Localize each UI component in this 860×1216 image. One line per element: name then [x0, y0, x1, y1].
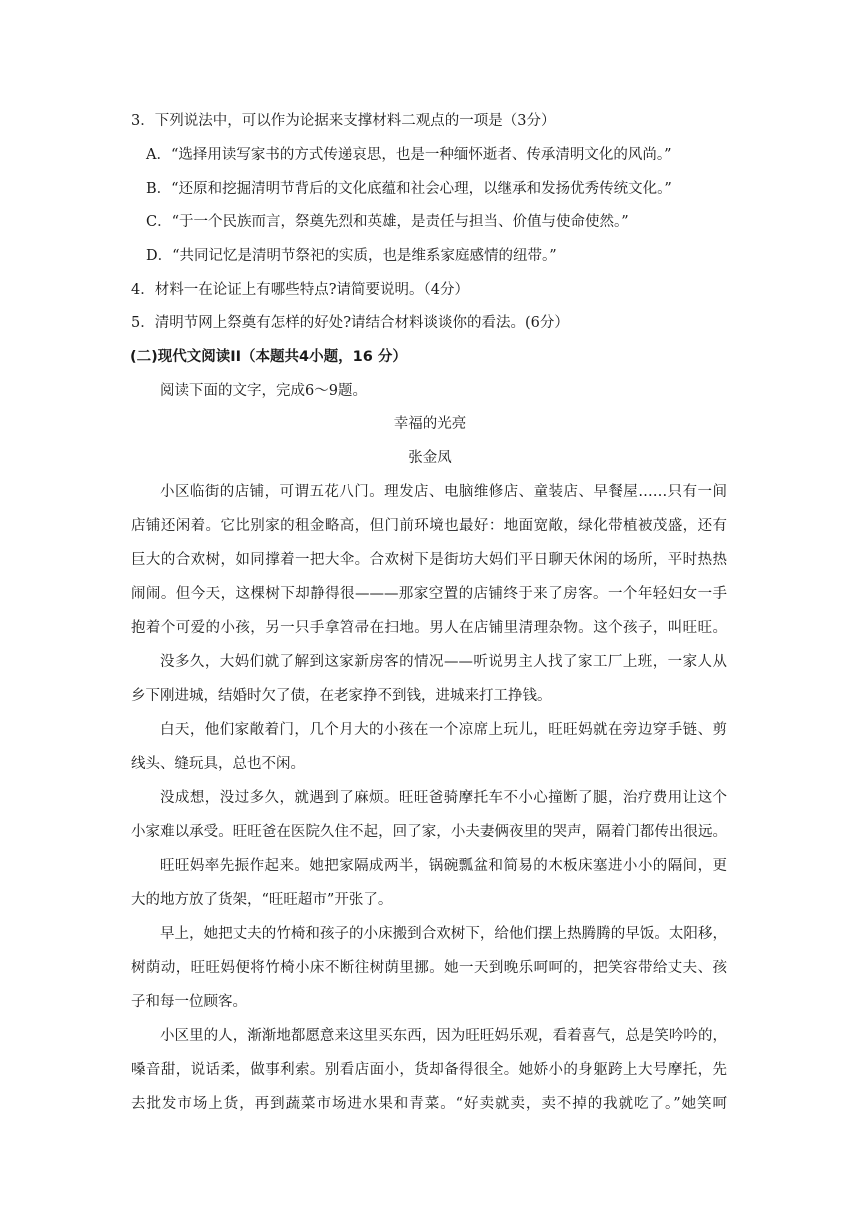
article-line: 小区里的人，渐渐地都愿意来这里买东西，因为旺旺妈乐观，看着喜气，总是笑吟吟的， [160, 1028, 727, 1044]
article-line: 小家难以承受。旺旺爸在医院久住不起，回了家，小夫妻俩夜里的哭声，隔着门都传出很远。 [131, 824, 727, 840]
article-line: 白天，他们家敞着门，几个月大的小孩在一个凉席上玩儿，旺旺妈就在旁边穿手链、剪 [160, 722, 727, 738]
article-title: 幸福的光亮 [393, 416, 467, 432]
article-author: 张金凤 [408, 450, 452, 466]
article-line: 大的地方放了货架，“旺旺超市”开张了。 [131, 892, 393, 908]
article-line: 嗓音甜，说话柔，做事利索。别看店面小，货却备得很全。她娇小的身躯跨上大号摩托，先 [131, 1062, 727, 1078]
article-line: 树荫动，旺旺妈便将竹椅小床不断往树荫里挪。她一天到晚乐呵呵的，把笑容带给丈夫、孩 [131, 960, 727, 976]
question-5: 5．清明节网上祭奠有怎样的好处?请结合材料谈谈你的看法。(6分） [131, 315, 569, 331]
article-line: 抱着个可爱的小孩，另一只手拿笤帚在扫地。男人在店铺里清理杂物。这个孩子，叫旺旺。 [131, 620, 727, 636]
question-3-option-a: A．“选择用读写家书的方式传递哀思，也是一种缅怀逝者、传承清明文化的风尚。” [146, 147, 672, 163]
question-3-option-d: D．“共同记忆是清明节祭祀的实质，也是维系家庭感情的纽带。” [146, 248, 557, 264]
question-3-option-b: B．“还原和挖掘清明节背后的文化底蕴和社会心理，以继承和发扬优秀传统文化。” [146, 181, 672, 197]
question-3-option-c: C．“于一个民族而言，祭奠先烈和英雄，是责任与担当、价值与使命使然。” [146, 214, 629, 230]
article-line: 线头、缝玩具，总也不闲。 [131, 756, 305, 772]
article-line: 没多久，大妈们就了解到这家新房客的情况——听说男主人找了家工厂上班，一家人从 [160, 654, 727, 670]
article-line: 去批发市场上货，再到蔬菜市场进水果和青菜。“好卖就卖，卖不掉的我就吃了。”她笑呵 [131, 1096, 727, 1112]
article-line: 巨大的合欢树，如同撑着一把大伞。合欢树下是街坊大妈们平日聊天休闲的场所，平时热热 [131, 552, 727, 568]
article-line: 闹闹。但今天，这棵树下却静得很———那家空置的店铺终于来了房客。一个年轻妇女一手 [131, 586, 727, 602]
article-line: 乡下刚进城，结婚时欠了债，在老家挣不到钱，进城来打工挣钱。 [131, 688, 552, 704]
article-line: 店铺还闲着。它比别家的租金略高，但门前环境也最好：地面宽敞，绿化带植被茂盛，还有 [131, 518, 727, 534]
section-heading: (二)现代文阅读II（本题共4小题，16 分） [130, 349, 407, 365]
article-line: 没成想，没过多久，就遇到了麻烦。旺旺爸骑摩托车不小心撞断了腿，治疗费用让这个 [160, 790, 727, 806]
section-instruction: 阅读下面的文字，完成6～9题。 [160, 383, 367, 399]
article-line: 旺旺妈率先振作起来。她把家隔成两半，锅碗瓢盆和简易的木板床塞进小小的隔间，更 [160, 858, 727, 874]
question-4: 4．材料一在论证上有哪些特点?请简要说明。（4分） [131, 282, 469, 298]
article-line: 早上，她把丈夫的竹椅和孩子的小床搬到合欢树下，给他们摆上热腾腾的早饭。太阳移， [160, 926, 727, 942]
article-line: 小区临街的店铺，可谓五花八门。理发店、电脑维修店、童装店、早餐屋……只有一间 [160, 484, 727, 500]
article-line: 子和每一位顾客。 [131, 994, 247, 1010]
question-3-stem: 3．下列说法中，可以作为论据来支撑材料二观点的一项是（3分） [131, 113, 556, 129]
